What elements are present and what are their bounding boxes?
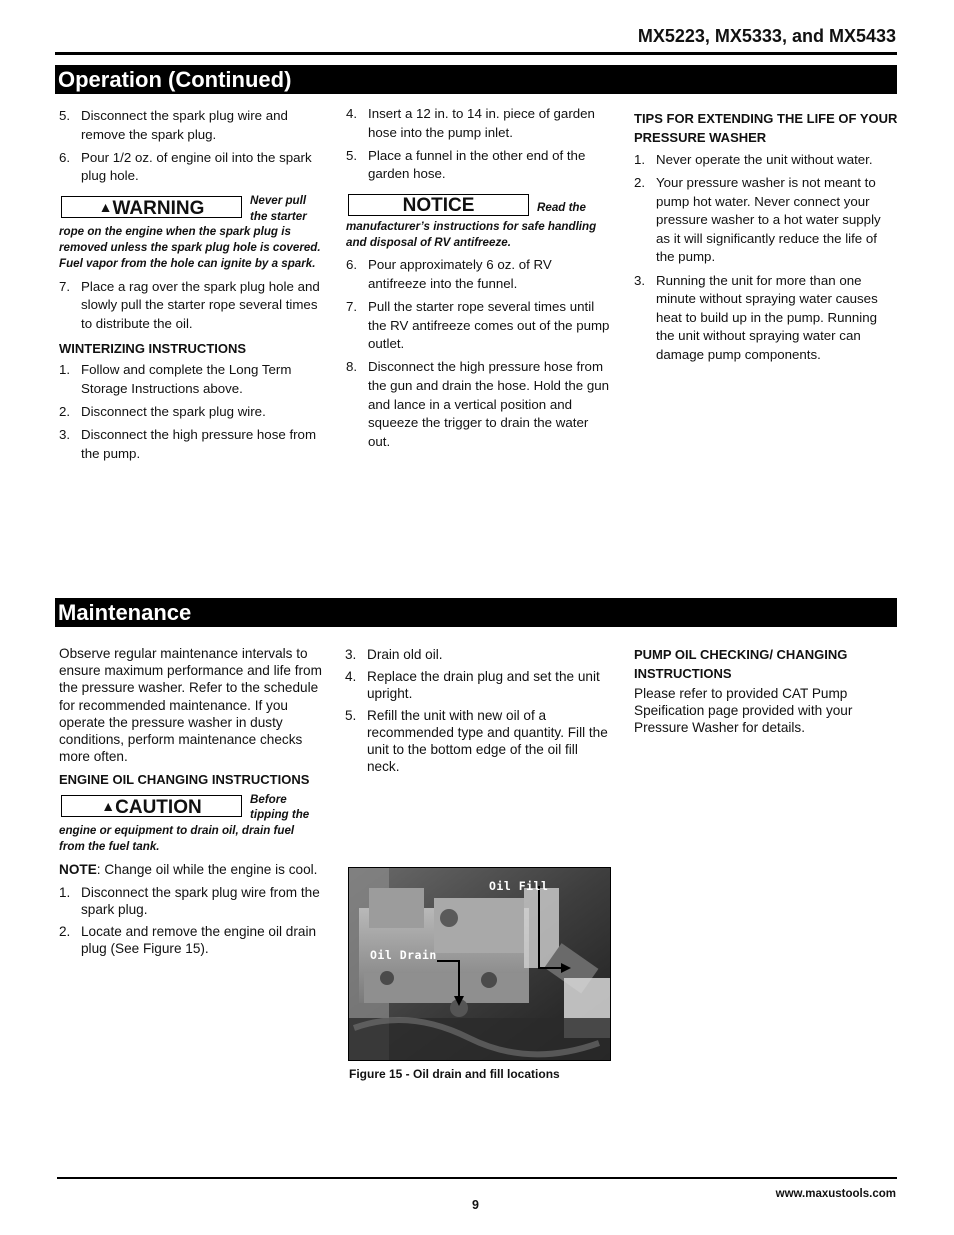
maintenance-intro: Observe regular maintenance intervals to ensure maximum performance and life from the pressure washer. Refer to the schedule for recommended maintenance. If you operate the pressure washer in dusty conditions, perform maintenance checks more often. [59,646,322,765]
list-item: 5. Place a funnel in the other end of the garden hose. [346,147,586,182]
oil-fill-label: Oil Fill [489,879,549,893]
operation-steps-5-6 [59,107,323,186]
list-item: 5. Refill the unit with new oil of a recommended type and quantity. Fill the unit to the bottom edge of the oil fill neck. [345,707,608,775]
engine-oil-heading: ENGINE OIL CHANGING INSTRUCTIONS [59,772,310,788]
figure-caption: Figure 15 - Oil drain and fill locations [349,1067,560,1081]
caution-triangle-icon: ▲ [101,797,116,814]
warning-text: Never pull the starter rope on the engine when the spark plug is removed unless the spark plug hole is covered. Fuel vapor from the hole can ignite by a spark. [59,193,321,271]
operation-step-7 [59,278,323,334]
note-line [59,861,323,878]
operation-column-3 [634,109,898,369]
operation-column-1 [59,107,323,468]
list-item: 1. Follow and complete the Long Term Storage Instructions above. [59,362,292,396]
note-label: NOTE [59,861,97,877]
caution-block [59,792,323,855]
website-url: www.maxustools.com [775,1188,896,1200]
footer-rule [57,1177,897,1179]
winterizing-heading: WINTERIZING INSTRUCTIONS [59,340,247,356]
winterizing-steps-6-8 [346,256,612,451]
model-title: MX5223, MX5333, and MX5433 [637,26,896,46]
list-item: 3. Running the unit for more than one minute without spraying water causes heat to build up in the pump. Running the unit without spraying water can damage pump components. [634,272,878,362]
engine-photo-illustration [349,868,610,1060]
list-item: 7. Place a rag over the spark plug hole and slowly pull the starter rope several times to distribute the oil. [59,278,320,332]
list-item: 2. Your pressure washer is not meant to pump hot water. Never connect your pressure washer to a hot water supply as it will significantly reduce the life of the pump. [634,175,881,265]
maintenance-column-3 [634,645,896,743]
list-item: 2. Locate and remove the engine oil drain plug (See Figure 15). [59,923,317,957]
note-text: : Change oil while the engine is cool. [96,861,318,877]
page-number: 9 [472,1198,479,1212]
list-item: 3. Drain old oil. [345,647,443,662]
list-item: 4. Insert a 12 in. to 14 in. piece of garden hose into the pump inlet. [346,106,595,140]
list-item: 7. Pull the starter rope several times until the RV antifreeze comes out of the pump outlet. [346,299,610,352]
operation-column-2 [346,105,612,456]
notice-block [346,191,612,251]
list-item: 6. Pour approximately 6 oz. of RV antifreeze into the funnel. [346,257,552,292]
list-item: 5. Disconnect the spark plug wire and remove the spark plug. [59,108,288,142]
caution-text: Before tipping the engine or equipment to drain oil, drain fuel from the fuel tank. [59,792,310,854]
header-rule [55,52,897,55]
operation-section-title: Operation (Continued) [55,65,897,94]
notice-text: Read the manufacturer’s instructions for safe handling and disposal of RV antifreeze. [346,200,597,249]
winterizing-steps-4-5 [346,105,612,184]
winterizing-steps [59,361,323,463]
notice-badge: NOTICE [348,194,529,216]
warning-badge: ▲WARNING [61,196,242,218]
list-item: 8. Disconnect the high pressure hose from the gun and drain the hose. Hold the gun and lance in a vertical position and squeeze the trigger to drain the water out. [346,359,610,449]
oil-drain-label: Oil Drain [370,948,437,962]
engine-oil-steps-continued [345,646,611,775]
maintenance-column-2 [345,646,611,780]
engine-oil-steps [59,884,323,957]
list-item: 6. Pour 1/2 oz. of engine oil into the spark plug hole. [59,149,312,184]
caution-badge: ▲CAUTION [61,795,242,817]
list-item: 1. Never operate the unit without water. [634,152,873,167]
pump-oil-text: Please refer to provided CAT Pump Speification page provided with your Pressure Washer for details. [634,686,853,736]
warning-triangle-icon: ▲ [98,198,113,215]
maintenance-column-1 [59,645,323,962]
list-item: 3. Disconnect the high pressure hose from the pump. [59,427,317,461]
figure-oil-drain-fill [348,867,611,1061]
warning-block [59,193,323,272]
maintenance-section-title: Maintenance [55,598,897,627]
list-item: 4. Replace the drain plug and set the unit upright. [345,668,600,701]
list-item: 1. Disconnect the spark plug wire from the spark plug. [59,885,320,918]
list-item: 2. Disconnect the spark plug wire. [59,403,266,419]
tips-heading: TIPS FOR EXTENDING THE LIFE OF YOUR PRESSURE WASHER [634,111,898,145]
tips-list [634,151,898,365]
pump-oil-heading: PUMP OIL CHECKING/ CHANGING INSTRUCTIONS [634,647,848,681]
